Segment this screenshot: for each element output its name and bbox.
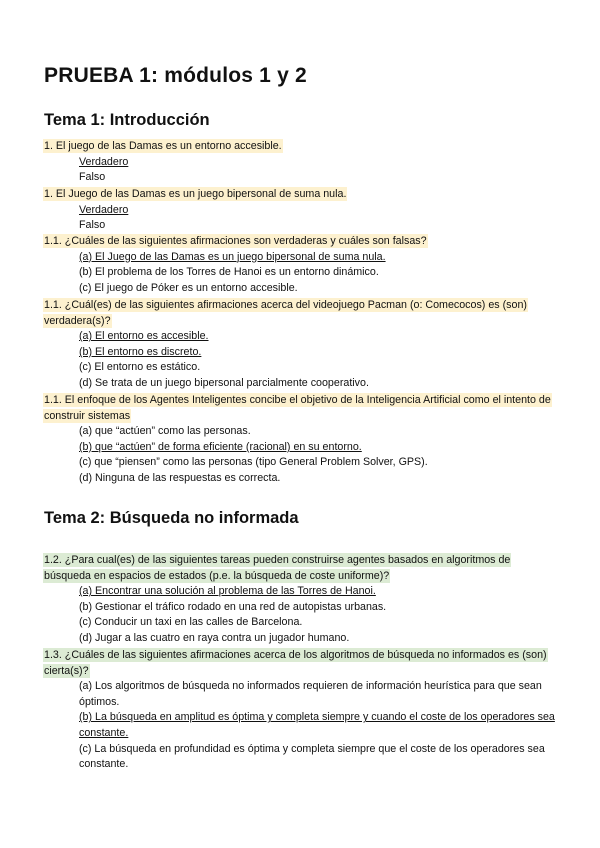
question xyxy=(43,648,557,773)
question xyxy=(43,234,557,296)
answer-option: (b) El entorno es discreto. xyxy=(79,345,202,358)
answer-option: (a) que “actúen” como las personas. xyxy=(79,425,251,438)
answer-option: (a) Los algoritmos de búsqueda no informados requieren de información heurística para que sean óptimos. xyxy=(79,680,542,708)
answer-option: (c) El entorno es estático. xyxy=(79,361,201,374)
answer-option: (d) Jugar a las cuatro en raya contra un jugador humano. xyxy=(79,631,350,644)
answer-option: (b) Gestionar el tráfico rodado en una red de autopistas urbanas. xyxy=(79,600,387,613)
question xyxy=(43,139,557,186)
section-title: Tema 2: Búsqueda no informada xyxy=(44,509,299,527)
answer-option: (a) El Juego de las Damas es un juego bipersonal de suma nula. xyxy=(79,250,386,263)
answer-option: Falso xyxy=(79,219,106,232)
answer-option: Verdadero xyxy=(79,155,129,168)
answer-option: (c) Conducir un taxi en las calles de Barcelona. xyxy=(79,616,303,629)
answer-option: Falso xyxy=(79,171,106,184)
question-text: 1.2. ¿Para cual(es) de las siguientes tareas pueden construirse agentes basados en algoritmos de búsqueda en espacios de estados (p.e. la búsqueda de coste uniforme)? xyxy=(44,554,511,582)
question xyxy=(43,553,557,647)
question-text: 1. El Juego de las Damas es un juego bipersonal de suma nula. xyxy=(44,188,347,200)
answer-option: (b) El problema de los Torres de Hanoi es un entorno dinámico. xyxy=(79,266,379,279)
answer-option: (d) Se trata de un juego bipersonal parcialmente cooperativo. xyxy=(79,376,369,389)
question xyxy=(43,298,557,392)
answer-option: (b) La búsqueda en amplitud es óptima y completa siempre y cuando el coste de los operadores sea constante. xyxy=(79,711,555,739)
section-title: Tema 1: Introducción xyxy=(44,111,210,129)
answer-option: (b) que “actúen” de forma eficiente (racional) en su entorno. xyxy=(79,440,362,453)
question-text: 1. El juego de las Damas es un entorno accesible. xyxy=(44,140,282,152)
question-text: 1.1. ¿Cuáles de las siguientes afirmaciones son verdaderas y cuáles son falsas? xyxy=(44,235,427,247)
answer-option: (d) Ninguna de las respuestas es correcta. xyxy=(79,471,281,484)
question xyxy=(43,393,557,487)
page-title: PRUEBA 1: módulos 1 y 2 xyxy=(44,64,307,87)
answer-option: (a) El entorno es accesible. xyxy=(79,330,209,343)
answer-option: (c) El juego de Póker es un entorno accesible. xyxy=(79,281,298,294)
question-text: 1.3. ¿Cuáles de las siguientes afirmaciones acerca de los algoritmos de búsqueda no informados es (son) cierta(s)? xyxy=(44,649,547,677)
answer-option: (c) La búsqueda en profundidad es óptima y completa siempre que el coste de los operadores sea constante. xyxy=(79,742,545,771)
answer-option: (a) Encontrar una solución al problema de las Torres de Hanoi. xyxy=(79,585,376,598)
answer-option: Verdadero xyxy=(79,203,129,216)
question xyxy=(43,187,557,234)
question-text: 1.1. ¿Cuál(es) de las siguientes afirmaciones acerca del videojuego Pacman (o: Comecocos) es (son) verdadera(s)? xyxy=(44,299,527,327)
answer-option: (c) que “piensen” como las personas (tipo General Problem Solver, GPS). xyxy=(79,456,428,469)
question-text: 1.1. El enfoque de los Agentes Inteligentes concibe el objetivo de la Inteligencia Artificial como el intento de construir sistemas xyxy=(44,394,551,422)
